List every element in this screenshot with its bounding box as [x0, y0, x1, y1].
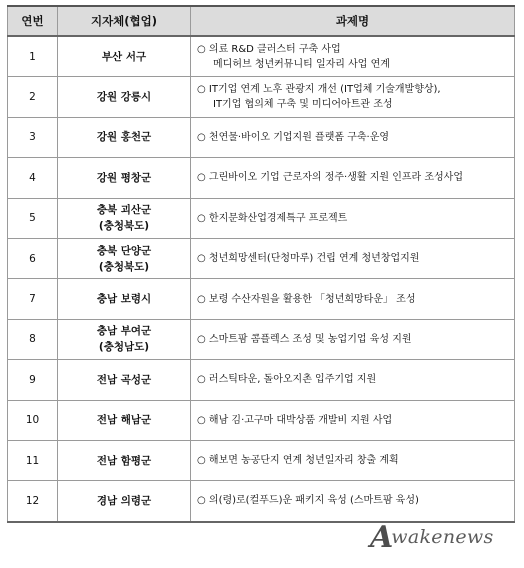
row-region	[58, 158, 191, 198]
region-line: (충청북도)	[98, 260, 150, 273]
region-line: 충북 단양군	[96, 244, 152, 257]
row-task	[191, 238, 515, 278]
region-line: 충북 괴산군	[96, 204, 152, 217]
row-region	[58, 238, 191, 278]
task-line: 메디허브 청년커뮤니티 일자리 사업 연계	[213, 58, 390, 70]
task-line: ○ 의(령)로(컬푸드)운 패키지 육성 (스마트팜 육성)	[197, 495, 419, 507]
row-task	[191, 481, 515, 522]
region-line: 충남 보령시	[96, 293, 152, 306]
region-line: 전남 해남군	[96, 414, 152, 427]
region-line: (충청남도)	[98, 341, 150, 354]
table-row	[8, 77, 515, 117]
task-line: IT기업 협의체 구축 및 미디어아트관 조성	[213, 99, 393, 111]
row-region	[58, 319, 191, 359]
row-region	[58, 360, 191, 400]
region-line: (충청북도)	[98, 220, 150, 233]
row-region	[58, 77, 191, 117]
watermark-letter: A	[370, 519, 394, 555]
row-number: 6	[8, 238, 58, 278]
table-row	[8, 36, 515, 77]
region-line: 부산 서구	[101, 50, 147, 63]
table-row	[8, 238, 515, 278]
table-header-row	[8, 6, 515, 36]
region-line: 경남 의령군	[96, 494, 152, 507]
row-number: 11	[8, 440, 58, 480]
row-number: 3	[8, 117, 58, 157]
row-task	[191, 158, 515, 198]
table-row	[8, 440, 515, 480]
row-region	[58, 440, 191, 480]
awakenews-watermark	[370, 521, 514, 553]
row-task	[191, 77, 515, 117]
row-region	[58, 481, 191, 522]
table-row	[8, 481, 515, 522]
table-row	[8, 158, 515, 198]
project-table	[7, 5, 515, 523]
task-line: ○ 한지문화산업경제특구 프로젝트	[197, 212, 348, 224]
task-line: ○ 천연물·바이오 기업지원 플랫폼 구축·운영	[197, 131, 390, 143]
table-row	[8, 279, 515, 319]
header-number: 연번	[8, 6, 58, 36]
table-row	[8, 400, 515, 440]
row-task	[191, 117, 515, 157]
row-region	[58, 279, 191, 319]
header-region: 지자체(협업)	[58, 6, 191, 36]
row-number: 7	[8, 279, 58, 319]
region-line: 강원 강릉시	[96, 91, 152, 104]
row-region	[58, 36, 191, 77]
row-task	[191, 198, 515, 238]
row-region	[58, 198, 191, 238]
region-line: 충남 부여군	[96, 325, 152, 338]
row-task	[191, 319, 515, 359]
table-row	[8, 360, 515, 400]
task-line: ○ 해보면 농공단지 연계 청년일자리 창출 계획	[197, 455, 399, 467]
row-number: 4	[8, 158, 58, 198]
row-task	[191, 36, 515, 77]
region-line: 전남 함평군	[96, 454, 152, 467]
task-line: ○ 스마트팜 콤플렉스 조성 및 농업기업 육성 지원	[197, 333, 412, 345]
row-number: 8	[8, 319, 58, 359]
row-number: 10	[8, 400, 58, 440]
row-region	[58, 117, 191, 157]
task-line: ○ IT기업 연계 노후 관광지 개선 (IT업체 기술개발향상),	[197, 84, 441, 96]
row-region	[58, 400, 191, 440]
task-line: ○ 해남 김·고구마 대박상품 개발비 지원 사업	[197, 414, 393, 426]
table-row	[8, 117, 515, 157]
row-task	[191, 440, 515, 480]
region-line: 강원 홍천군	[96, 131, 152, 144]
task-line: ○ 그린바이오 기업 근로자의 정주·생활 지원 인프라 조성사업	[197, 172, 463, 184]
table-row	[8, 198, 515, 238]
row-task	[191, 360, 515, 400]
row-number: 1	[8, 36, 58, 77]
row-number: 2	[8, 77, 58, 117]
task-line: ○ 러스틱타운, 돌아오지촌 입주기업 지원	[197, 374, 377, 386]
task-line: ○ 보령 수산자원을 활용한 「청년희망타운」 조성	[197, 293, 416, 305]
row-task	[191, 400, 515, 440]
table-row	[8, 319, 515, 359]
task-line: ○ 의료 R&D 클러스터 구축 사업	[197, 43, 341, 55]
row-number: 5	[8, 198, 58, 238]
region-line: 강원 평창군	[96, 171, 152, 184]
region-line: 전남 곡성군	[96, 373, 152, 386]
watermark-text: wakenews	[391, 526, 494, 548]
row-number: 9	[8, 360, 58, 400]
task-line: ○ 청년희망센터(단청마루) 건립 연계 청년창업지원	[197, 253, 420, 265]
row-number: 12	[8, 481, 58, 522]
header-task: 과제명	[191, 6, 515, 36]
row-task	[191, 279, 515, 319]
